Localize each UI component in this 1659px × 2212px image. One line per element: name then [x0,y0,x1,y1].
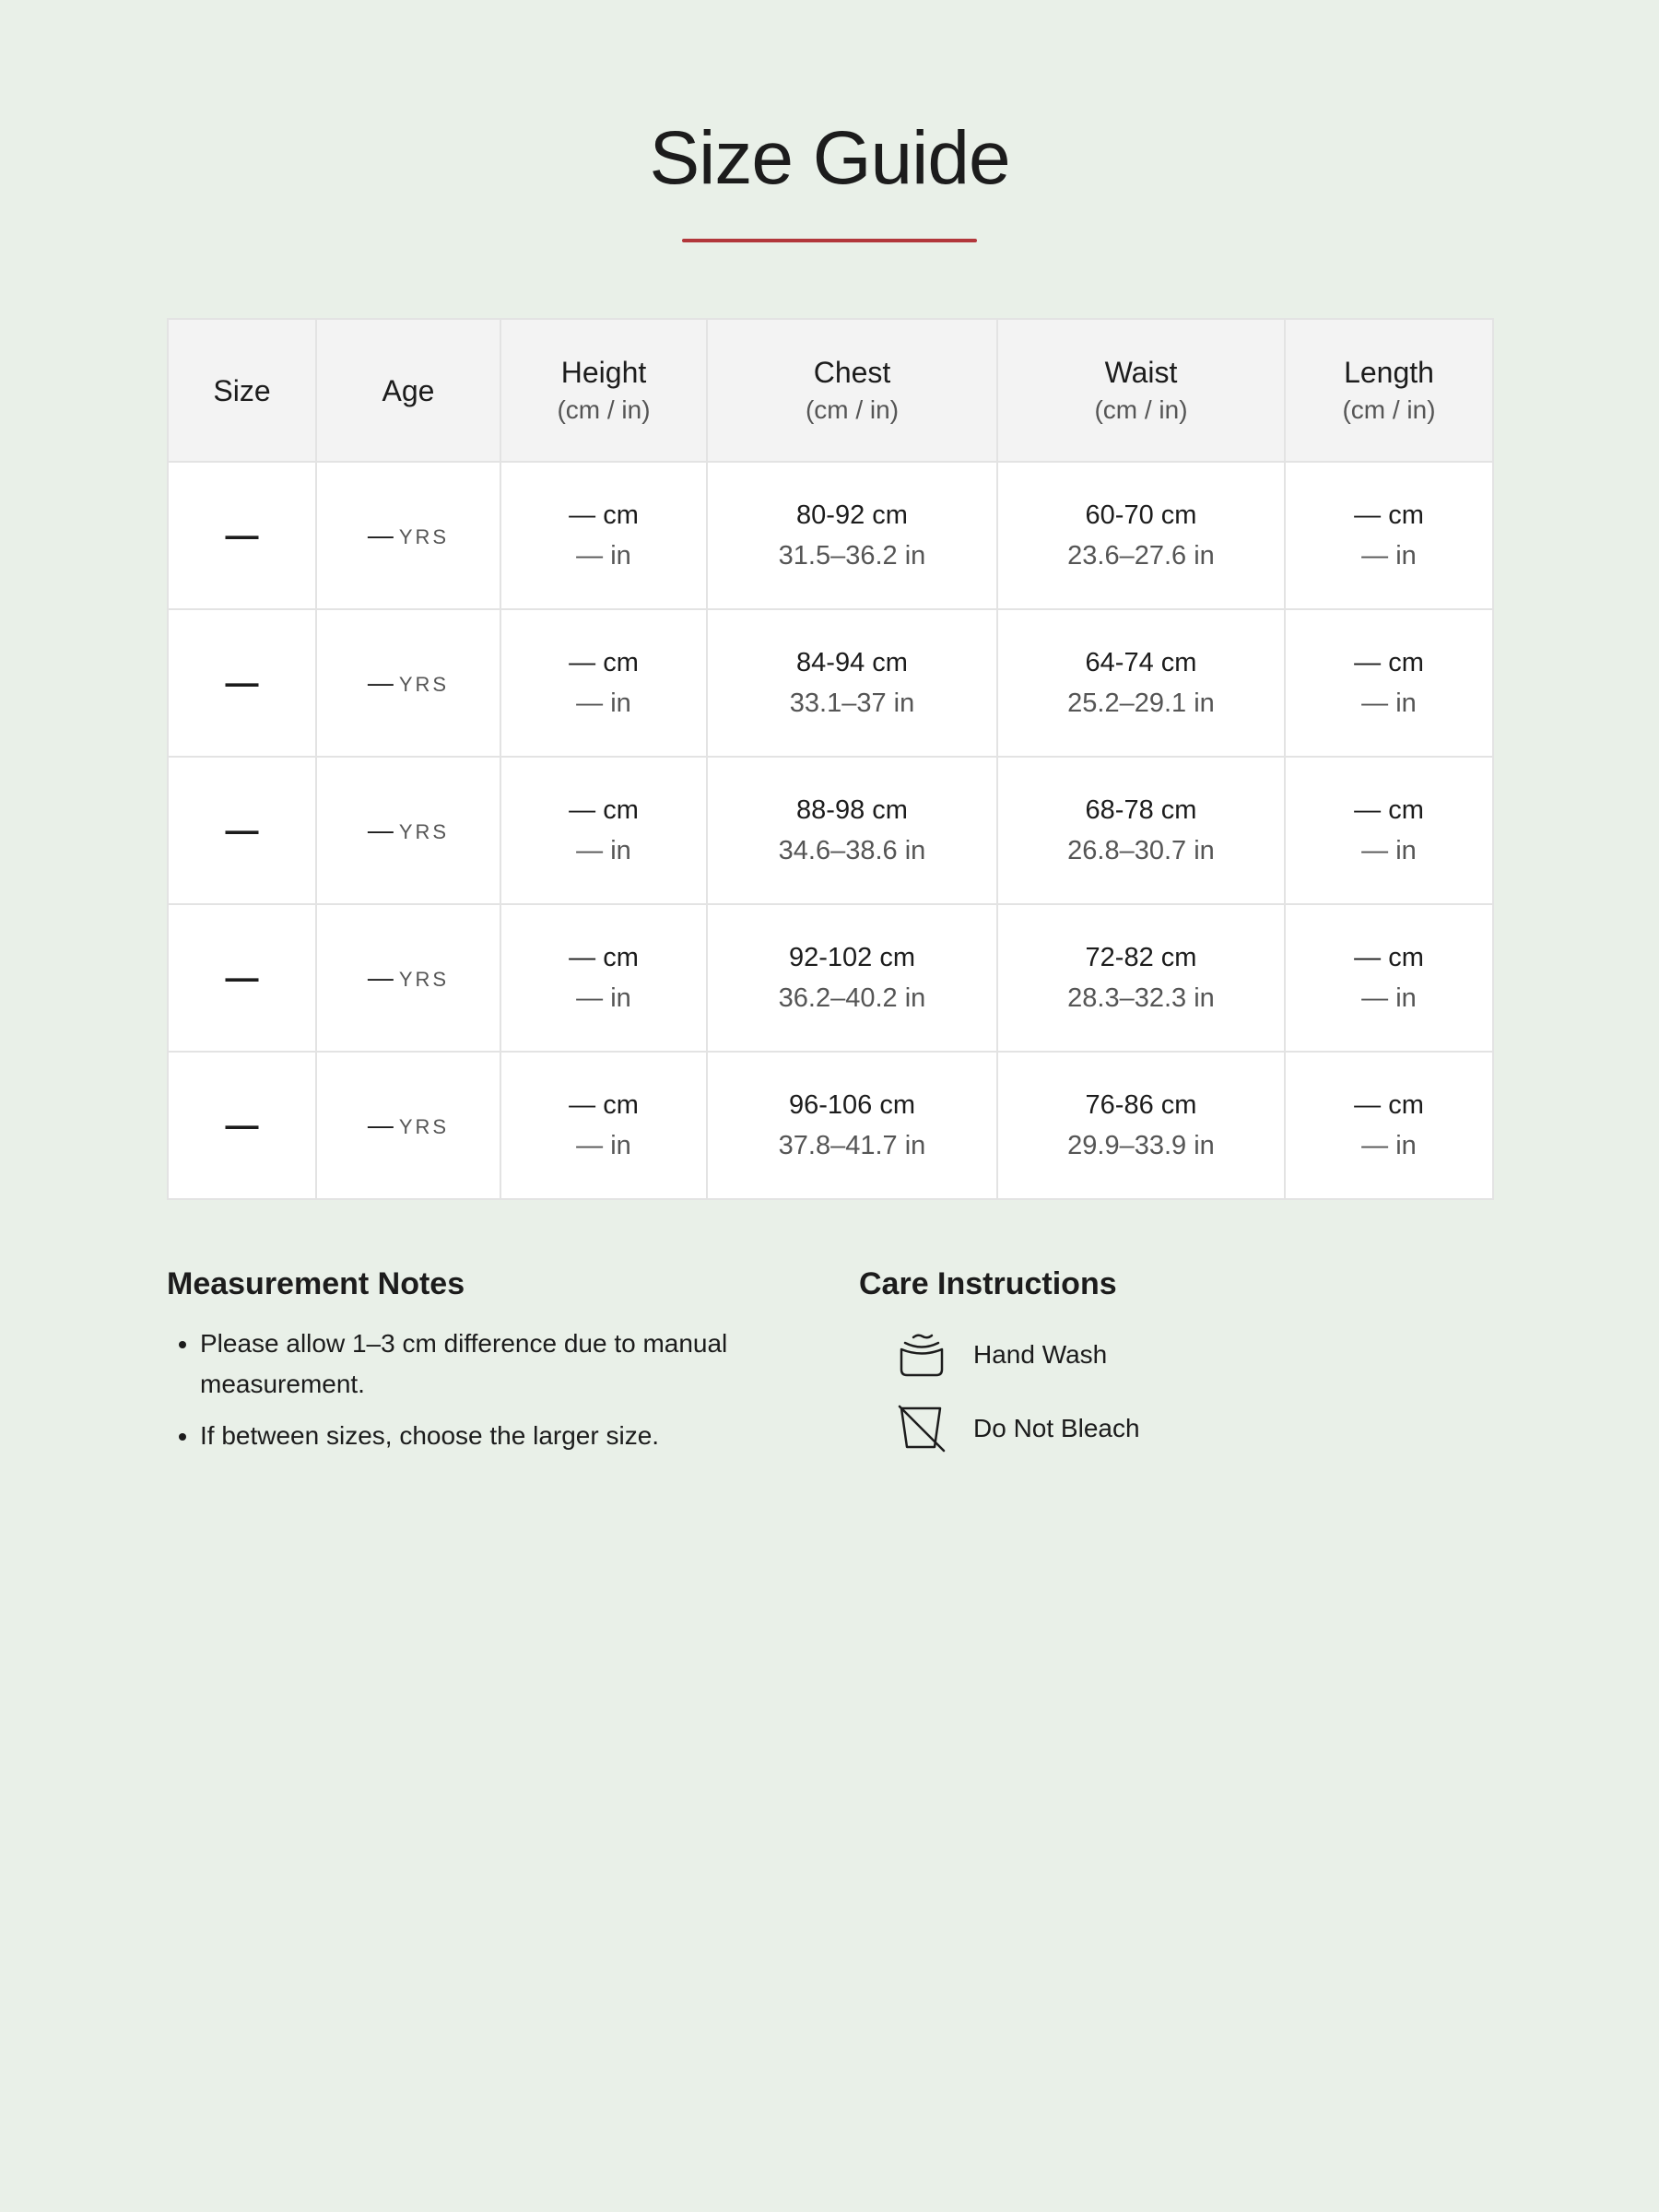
care-instructions-heading: Care Instructions [859,1266,1117,1301]
do-not-bleach-icon [896,1403,947,1454]
chest-cell: 84-94 cm 33.1–37 in [707,609,997,757]
table-row [168,1052,1493,1199]
height-cell: — cm — in [500,609,707,757]
size-cell: — [168,757,316,904]
height-cell: — cm — in [500,904,707,1052]
waist-cell: 76-86 cm 29.9–33.9 in [997,1052,1285,1199]
column-header-age: Age [316,319,500,462]
care-item-hand-wash [896,1327,1107,1382]
table-row [168,757,1493,904]
column-header-size: Size [168,319,316,462]
measurement-notes-list [167,1324,812,1456]
size-cell: — [168,1052,316,1199]
list-item: • If between sizes, choose the larger size. [200,1416,812,1456]
chest-cell: 96-106 cm 37.8–41.7 in [707,1052,997,1199]
age-cell: — YRS [316,757,500,904]
column-header-height: Height (cm / in) [500,319,707,462]
size-cell: — [168,609,316,757]
age-cell: — YRS [316,462,500,609]
table-row [168,904,1493,1052]
length-cell: — cm — in [1285,757,1493,904]
size-cell: — [168,904,316,1052]
care-label: Do Not Bleach [973,1414,1140,1442]
column-header-waist: Waist (cm / in) [997,319,1285,462]
length-cell: — cm — in [1285,462,1493,609]
column-header-chest: Chest (cm / in) [707,319,997,462]
hand-wash-icon [896,1329,947,1381]
waist-cell: 72-82 cm 28.3–32.3 in [997,904,1285,1052]
age-cell: — YRS [316,1052,500,1199]
care-item-do-not-bleach [896,1401,1140,1456]
column-header-length: Length (cm / in) [1285,319,1493,462]
table-row [168,462,1493,609]
size-cell: — [168,462,316,609]
age-cell: — YRS [316,609,500,757]
chest-cell: 92-102 cm 36.2–40.2 in [707,904,997,1052]
list-item: • Please allow 1–3 cm difference due to manual measurement. [200,1324,812,1405]
height-cell: — cm — in [500,757,707,904]
waist-cell: 68-78 cm 26.8–30.7 in [997,757,1285,904]
age-cell: — YRS [316,904,500,1052]
measurement-notes-heading: Measurement Notes [167,1266,465,1301]
care-label: Hand Wash [973,1340,1108,1369]
waist-cell: 64-74 cm 25.2–29.1 in [997,609,1285,757]
height-cell: — cm — in [500,1052,707,1199]
chest-cell: 88-98 cm 34.6–38.6 in [707,757,997,904]
chest-cell: 80-92 cm 31.5–36.2 in [707,462,997,609]
table-header-row [168,319,1493,462]
care-instructions [859,1261,1486,1442]
size-table [167,318,1494,1200]
table-row [168,609,1493,757]
length-cell: — cm — in [1285,609,1493,757]
measurement-notes [167,1261,812,1467]
page-title: Size Guide [649,116,1010,200]
title-underline [682,239,977,242]
waist-cell: 60-70 cm 23.6–27.6 in [997,462,1285,609]
height-cell: — cm — in [500,462,707,609]
length-cell: — cm — in [1285,1052,1493,1199]
length-cell: — cm — in [1285,904,1493,1052]
